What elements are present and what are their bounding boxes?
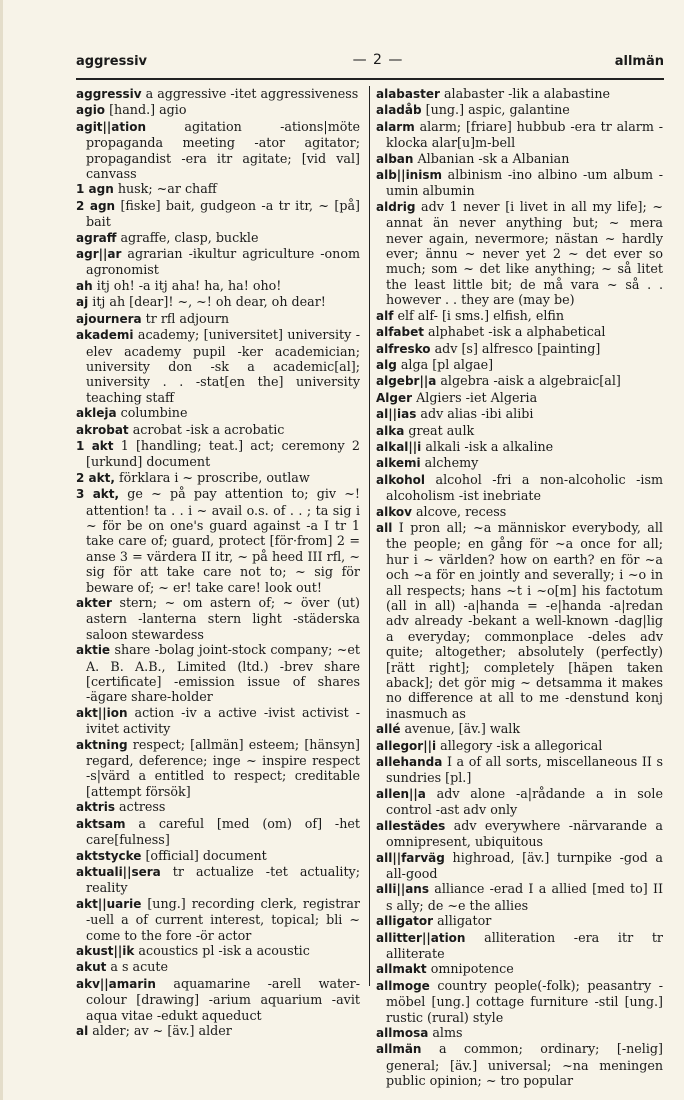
entry-definition: academy; [universitet] university -elev academy pupil -ker academician; university don -sk a academic[al]; university . . -stat[en the] university teaching staff xyxy=(86,327,360,405)
entry-definition: 1 [handling; teat.] act; ceremony 2 [urkund] document xyxy=(86,437,360,470)
dictionary-entry xyxy=(376,754,663,786)
entry-headword: ajournera xyxy=(76,311,142,326)
entry-headword: algebr||a xyxy=(376,374,437,389)
entry-definition: adv alone -a|rådande a in sole control -ast adv only xyxy=(386,785,663,818)
dictionary-entry xyxy=(376,423,663,439)
dictionary-entry xyxy=(76,864,360,896)
entry-headword: akv||amarin xyxy=(76,976,156,991)
left-column xyxy=(76,86,360,1038)
entry-definition: algebra -aisk a algebraic[al] xyxy=(440,373,621,389)
entry-definition: [ung.] aspic, galantine xyxy=(425,102,570,118)
entry-headword: allegor||i xyxy=(376,738,437,753)
entry-headword: allmän xyxy=(376,1042,422,1057)
dictionary-entry xyxy=(376,786,663,818)
entry-headword: aktstycke xyxy=(76,848,142,863)
entry-headword: 2 akt, xyxy=(76,470,115,485)
entry-definition: respect; [allmän] esteem; [hänsyn] regard, deference; inge ~ inspire respect -s|värd a entitled to respect; creditable [attempt försök] xyxy=(86,736,360,799)
entry-definition: acrobat -isk a acrobatic xyxy=(132,421,285,437)
dictionary-entry xyxy=(76,595,360,642)
dictionary-entry xyxy=(376,167,663,199)
dictionary-entry xyxy=(376,199,663,308)
entry-definition: Albanian -sk a Albanian xyxy=(417,150,570,166)
entry-definition: adv [s] alfresco [painting] xyxy=(434,340,601,356)
entry-definition: alga [pl algae] xyxy=(400,356,494,372)
entry-definition: [hand.] agio xyxy=(109,102,187,118)
entry-headword: alarm xyxy=(376,119,415,134)
entry-headword: akt||uarie xyxy=(76,896,142,911)
entry-definition: omnipotence xyxy=(430,961,514,977)
dictionary-entry xyxy=(76,405,360,421)
entry-definition: acoustics pl -isk a acoustic xyxy=(138,942,310,958)
dictionary-entry xyxy=(376,504,663,520)
entry-definition: great aulk xyxy=(408,422,475,438)
entry-headword: agio xyxy=(76,103,106,118)
entry-definition: a aggressive -itet aggressiveness xyxy=(145,86,359,101)
entry-headword: aldrig xyxy=(376,199,416,214)
entry-definition: alabaster -lik a alabastine xyxy=(443,86,611,101)
entry-definition: actress xyxy=(119,799,166,815)
entry-definition: husk; ~ar chaff xyxy=(117,181,217,197)
entry-headword: aktie xyxy=(76,643,111,658)
entry-headword: 3 akt, xyxy=(76,487,120,502)
entry-definition: alarm; [friare] hubbub -era tr alarm -klocka alar[u]m-bell xyxy=(386,118,663,151)
dictionary-entry xyxy=(76,119,360,182)
entry-definition: a common; ordinary; [-nelig] general; [äv.] universal; ~na meningen public opinion; ~ tro popular xyxy=(386,1041,663,1089)
dictionary-entry xyxy=(376,472,663,504)
entry-headword: akut xyxy=(76,960,107,975)
entry-headword: alfresko xyxy=(376,341,431,356)
dictionary-entry xyxy=(376,341,663,357)
dictionary-entry xyxy=(76,198,360,230)
entry-headword: alkal||i xyxy=(376,439,422,454)
entry-headword: akust||ik xyxy=(76,943,135,958)
entry-definition: adv 1 never [i livet in all my life]; ~ annat än never anything but; ~ mera never again, nevermore; nästan ~ hardly ever; ännu ~ never yet 2 ~ det ever so much; som ~ det like anything; ~ så litet the least little bit; de må vara ~ så . . however . . they are (may be) xyxy=(386,198,663,308)
entry-definition: a careful [med (om) of] -het care[fulness] xyxy=(86,815,360,848)
entry-definition: share -bolag joint-stock company; ~et A. B. A.B., Limited (ltd.) -brev share [certificate] -emission issue of shares -ägare share-holder xyxy=(86,642,360,705)
entry-definition: country people(-folk); peasantry -möbel [ung.] cottage furniture -stil [ung.] rustic (rural) style xyxy=(386,977,663,1025)
entry-headword: 2 agn xyxy=(76,198,116,213)
dictionary-entry xyxy=(376,930,663,962)
entry-headword: alligator xyxy=(376,914,434,929)
dictionary-entry xyxy=(76,246,360,278)
entry-headword: alg xyxy=(376,357,397,372)
dictionary-entry xyxy=(76,737,360,800)
dictionary-entry xyxy=(76,102,360,118)
dictionary-entry xyxy=(76,294,360,310)
entry-definition: alchemy xyxy=(424,455,479,471)
dictionary-entry xyxy=(376,119,663,151)
entry-headword: 1 akt xyxy=(76,438,114,453)
dictionary-entry xyxy=(376,357,663,373)
entry-definition: tr rfl adjourn xyxy=(145,310,230,326)
entry-definition: elf alf- [i sms.] elfish, elfin xyxy=(397,307,565,323)
entry-headword: aktris xyxy=(76,800,115,815)
entry-headword: agit||ation xyxy=(76,119,147,134)
entry-headword: all xyxy=(376,520,393,535)
dictionary-entry xyxy=(376,721,663,737)
entry-definition: adv everywhere -närvarande a omnipresent, ubiquitous xyxy=(386,817,663,850)
dictionary-entry xyxy=(376,913,663,929)
entry-definition: columbine xyxy=(120,405,188,421)
dictionary-entry xyxy=(376,373,663,389)
entry-definition: alkali -isk a alkaline xyxy=(425,438,554,454)
entry-headword: allitter||ation xyxy=(376,930,466,945)
entry-headword: agraff xyxy=(76,230,117,245)
entry-definition: a s acute xyxy=(110,959,168,975)
entry-headword: agr||ar xyxy=(76,247,122,262)
right-guide-word: allmän xyxy=(614,54,664,69)
entry-headword: allen||a xyxy=(376,786,426,801)
entry-headword: akleja xyxy=(76,406,117,421)
entry-headword: alfabet xyxy=(376,325,424,340)
dictionary-entry xyxy=(76,327,360,405)
entry-headword: akademi xyxy=(76,328,134,343)
entry-definition: itj ah [dear]! ~, ~! oh dear, oh dear! xyxy=(92,294,326,310)
dictionary-entry xyxy=(376,1041,663,1088)
dictionary-entry xyxy=(76,470,360,486)
dictionary-entry xyxy=(376,390,663,406)
entry-definition: ge ~ på pay attention to; giv ~! attention! ta . . i ~ avail o.s. of . . ; ta sig i ~ för be on one's guard against -a I tr 1 take care of; guard, protect [för·from] 2 = anse 3 = värdera II itr, ~ på heed III rfl, ~ sig för att take care not to; ~ sig för beware of; ~ er! take care! look out! xyxy=(86,486,360,595)
dictionary-entry xyxy=(376,978,663,1025)
entry-headword: aladåb xyxy=(376,103,422,118)
entry-definition: alphabet -isk a alphabetical xyxy=(428,324,606,340)
entry-headword: alka xyxy=(376,423,405,438)
dictionary-entry xyxy=(76,976,360,1023)
dictionary-entry xyxy=(376,151,663,167)
entry-headword: allmosa xyxy=(376,1025,429,1040)
entry-definition: agraffe, clasp, buckle xyxy=(120,229,259,245)
entry-headword: aktning xyxy=(76,737,128,752)
right-column xyxy=(376,86,663,1089)
dictionary-entry xyxy=(76,896,360,943)
dictionary-entry xyxy=(76,230,360,246)
entry-definition: alms xyxy=(432,1024,463,1040)
entry-headword: ah xyxy=(76,278,93,293)
entry-headword: alf xyxy=(376,308,394,323)
dictionary-entry xyxy=(376,520,663,721)
dictionary-entry xyxy=(76,705,360,737)
entry-headword: alban xyxy=(376,151,414,166)
dictionary-entry xyxy=(376,818,663,850)
dictionary-entry xyxy=(76,422,360,438)
dictionary-entry xyxy=(76,959,360,975)
entry-headword: alabaster xyxy=(376,87,440,101)
entry-definition: alliteration -era itr tr alliterate xyxy=(386,929,663,961)
dictionary-entry xyxy=(376,86,663,102)
entry-headword: alkemi xyxy=(376,456,421,471)
dictionary-entry xyxy=(76,943,360,959)
dictionary-entry xyxy=(76,848,360,864)
dictionary-entry xyxy=(76,181,360,197)
entry-headword: akter xyxy=(76,596,112,610)
entry-headword: aktsam xyxy=(76,816,126,831)
dictionary-entry xyxy=(376,324,663,340)
entry-definition: alligator xyxy=(437,913,492,929)
column-divider xyxy=(369,86,370,986)
dictionary-entry xyxy=(76,86,360,102)
left-guide-word: aggressiv xyxy=(76,54,148,69)
page-header xyxy=(76,52,664,74)
page-number: — 2 — xyxy=(352,52,404,68)
dictionary-entry xyxy=(376,406,663,422)
entry-headword: allehanda xyxy=(376,755,443,770)
dictionary-entry xyxy=(376,738,663,754)
entry-definition: itj oh! -a itj aha! ha, ha! oho! xyxy=(96,277,282,293)
entry-definition: allegory -isk a allegorical xyxy=(440,737,603,753)
entry-definition: adv alias -ibi alibi xyxy=(420,406,534,422)
dictionary-entry xyxy=(76,1023,360,1039)
entry-headword: allestädes xyxy=(376,818,446,833)
entry-definition: highroad, [äv.] turnpike -god a all-good xyxy=(386,849,663,881)
entry-definition: alcohol -fri a non-alcoholic -ism alcoholism -ist inebriate xyxy=(386,471,663,504)
dictionary-entry xyxy=(376,455,663,471)
entry-definition: aquamarine -arell water-colour [drawing] -arium aquarium -avit aqua vitae -edukt aqueduct xyxy=(86,975,360,1023)
dictionary-entry xyxy=(76,278,360,294)
entry-headword: alb||inism xyxy=(376,168,442,183)
entry-definition: tr actualize -tet actuality; reality xyxy=(86,863,360,896)
entry-definition: Algiers -iet Algeria xyxy=(416,389,538,405)
entry-headword: al||ias xyxy=(376,407,417,422)
entry-definition: agrarian -ikultur agriculture -onom agronomist xyxy=(86,246,360,278)
entry-headword: akt||ion xyxy=(76,705,128,720)
entry-definition: avenue, [äv.] walk xyxy=(404,721,521,737)
entry-headword: aj xyxy=(76,295,89,310)
entry-headword: 1 agn xyxy=(76,182,114,197)
dictionary-entry xyxy=(376,439,663,455)
dictionary-entry xyxy=(376,881,663,913)
entry-headword: allé xyxy=(376,722,401,737)
entry-headword: akrobat xyxy=(76,422,129,437)
entry-definition: [ung.] recording clerk, registrar -uell a of current interest, topical; bli ~ come to the fore -ör actor xyxy=(86,895,360,943)
entry-definition: albinism -ino albino -um album -umin albumin xyxy=(386,167,663,199)
entry-definition: förklara i ~ proscribe, outlaw xyxy=(118,469,310,485)
entry-definition: alcove, recess xyxy=(415,503,507,519)
dictionary-entry xyxy=(376,308,663,324)
entry-definition: alder; av ~ [äv.] alder xyxy=(92,1022,232,1038)
entry-headword: aktuali||sera xyxy=(76,864,161,879)
header-rule xyxy=(76,78,664,80)
dictionary-entry xyxy=(76,486,360,595)
dictionary-entry xyxy=(76,311,360,327)
entry-definition: [official] document xyxy=(145,847,267,863)
entry-definition: [fiske] bait, gudgeon -a tr itr, ~ [på] bait xyxy=(86,197,360,230)
entry-definition: I pron all; ~a människor everybody, all the people; en gång för ~a once for all; hur i ~ världen? how on earth? en för ~a och ~a för en jointly and severally; i ~o in all respects; hans ~t i ~o[m] his factotum (all in all) -a|handa = -e|handa -a|redan adv already -bekant a well-known -dag|lig a everyday; commonplace -deles adv quite; altogether; absolutely (perfectly) [rätt right]; completely [häpen taken aback]; det gör mig ~ detsamma it makes no difference at all to me -denstund konj inasmuch as xyxy=(386,519,663,721)
entry-definition: alliance -erad I a allied [med to] II s ally; de ~e the allies xyxy=(386,881,663,913)
entry-headword: all||farväg xyxy=(376,850,445,865)
dictionary-entry xyxy=(76,816,360,848)
dictionary-entry xyxy=(76,642,360,705)
entry-headword: allmakt xyxy=(376,962,427,977)
entry-headword: aggressiv xyxy=(76,87,142,101)
dictionary-entry xyxy=(376,102,663,118)
entry-definition: stern; ~ om astern of; ~ över (ut) astern -lanterna stern light -städerska saloon stewardess xyxy=(86,595,360,642)
entry-definition: action -iv a active -ivist activist -ivitet activity xyxy=(86,704,360,737)
dictionary-entry xyxy=(376,1025,663,1041)
entry-headword: allmoge xyxy=(376,978,430,993)
dictionary-entry xyxy=(376,850,663,882)
entry-headword: alkohol xyxy=(376,472,426,487)
entry-headword: al xyxy=(76,1023,89,1038)
entry-headword: Alger xyxy=(376,390,413,405)
dictionary-entry xyxy=(76,799,360,815)
dictionary-entry xyxy=(376,961,663,977)
entry-headword: alli||ans xyxy=(376,882,429,897)
dictionary-entry xyxy=(76,438,360,470)
entry-headword: alkov xyxy=(376,504,412,519)
entry-definition: I a of all sorts, miscellaneous II s sundries [pl.] xyxy=(386,754,663,786)
entry-definition: agitation -ations|möte propaganda meeting -ator agitator; propagandist -era itr agitate; [vid val] canvass xyxy=(86,118,360,182)
